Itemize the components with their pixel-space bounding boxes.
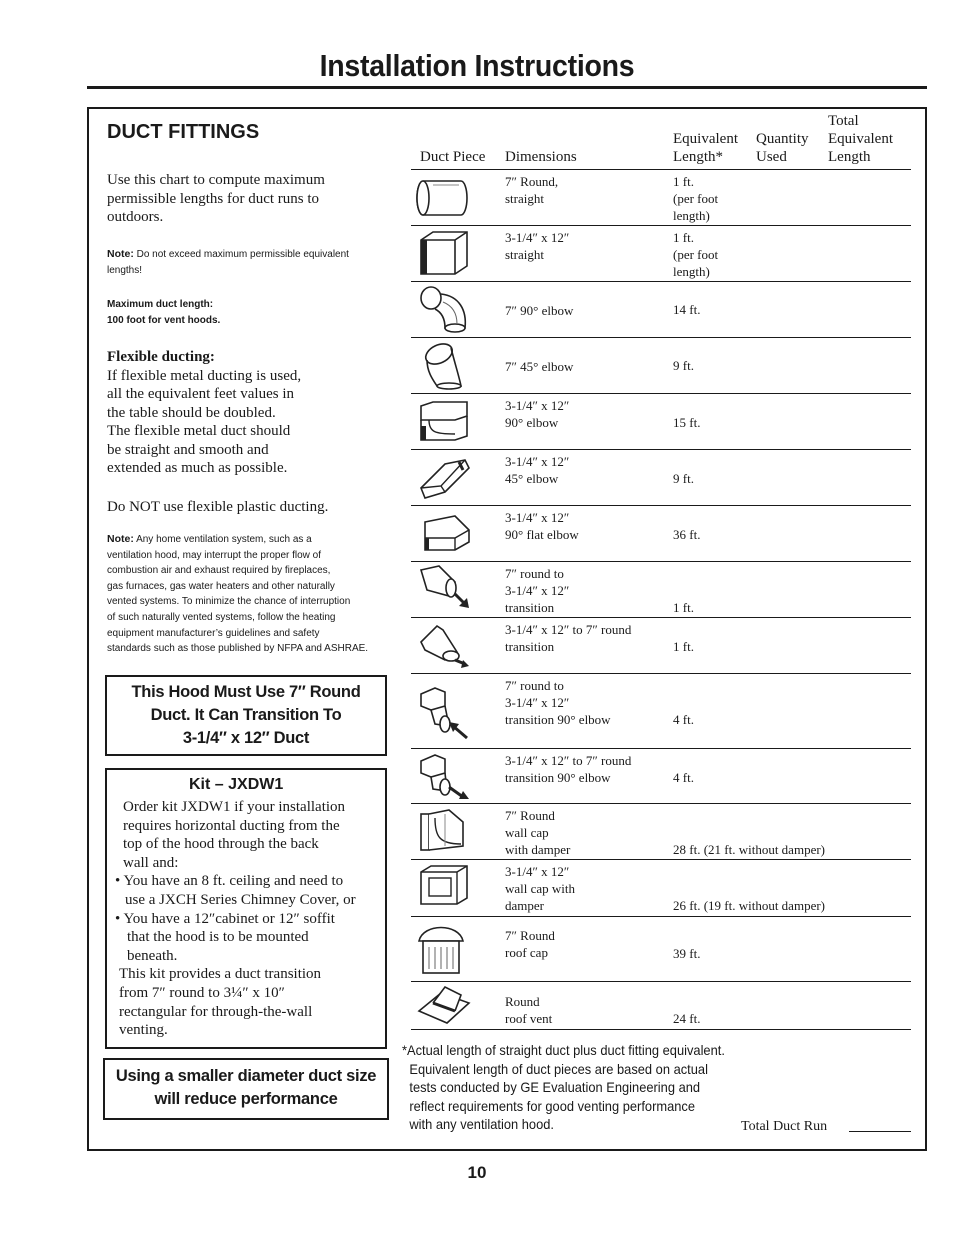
note-text: Do not exceed maximum permissible equivalent (136, 249, 349, 260)
total-duct-run-label: Total Duct Run (741, 1119, 828, 1134)
table-row (411, 749, 911, 804)
round-roof-vent-icon (415, 983, 471, 1027)
footnote-line: Equivalent length of duct pieces are based on actual (409, 1060, 708, 1077)
rect-45-elbow-icon (415, 452, 471, 502)
header-line: Used (756, 149, 787, 165)
table-row (411, 860, 911, 917)
header-line: Total (828, 113, 859, 129)
round-roof-cap-icon (415, 919, 471, 977)
note-text: lengths! (107, 264, 143, 276)
kit-bullet: beneath. (127, 947, 178, 964)
flexible-warning: Do NOT use flexible plastic ducting. (107, 499, 329, 515)
kit-box (105, 768, 387, 1049)
round-to-rect-90-elbow-icon (415, 684, 471, 740)
title-rule (87, 86, 927, 89)
footnote-line: reflect requirements for good venting performance (409, 1097, 696, 1114)
dimension-cell: 3-1/4″ x 12″ straight (505, 230, 570, 262)
round-wall-cap-icon (415, 806, 471, 856)
hood-requirement-box (105, 675, 387, 756)
note-label: Note: (107, 533, 134, 545)
kit-bullet: • You have an 8 ft. ceiling and need to (115, 873, 344, 890)
hood-box-line: 3-1/4″ x 12″ Duct (182, 729, 310, 747)
table-row (411, 338, 911, 394)
equivalent-cell: 14 ft. (673, 302, 701, 317)
section-title: DUCT FITTINGS (107, 121, 260, 143)
rect-straight-duct-icon (415, 228, 471, 278)
dimension-cell: 3-1/4″ x 12″ to 7″ round transition 90° elbow (505, 753, 632, 785)
flexible-ducting (107, 348, 301, 478)
dimension-cell: 7″ Round roof cap (505, 928, 555, 960)
dimension-cell: Round roof vent (505, 994, 553, 1026)
kit-line: wall and: (123, 854, 179, 871)
note-text: standards such as those published by NFPA and ASHRAE. (107, 643, 369, 655)
footnote-line: tests conducted by GE Evaluation Engineering and (409, 1079, 701, 1096)
intro-line: Use this chart to compute maximum (107, 172, 325, 188)
footnote-line: *Actual length of straight duct plus duct fitting equivalent. (402, 1042, 725, 1058)
table-row (411, 450, 911, 506)
note-text: of such naturally vented systems, follow the heating (107, 611, 336, 623)
table-row (411, 170, 911, 226)
equivalent-cell: 4 ft. (673, 770, 694, 785)
flexible-line: If flexible metal ducting is used, (107, 367, 302, 384)
equivalent-cell: 26 ft. (19 ft. without damper) (673, 898, 825, 913)
table-row (411, 618, 911, 674)
note-text: ventilation hood, may interrupt the proper flow of (107, 549, 322, 561)
kit-bullet: use a JXCH Series Chimney Cover, or (125, 891, 356, 908)
round-45-elbow-icon (415, 340, 471, 390)
intro-line: outdoors. (107, 209, 164, 225)
flexible-line: all the equivalent feet values in (107, 386, 295, 402)
header-line: Quantity (756, 131, 809, 147)
kit-line: This kit provides a duct transition (119, 966, 322, 983)
note-text: vented systems. To minimize the chance of interruption (107, 596, 351, 608)
rect-90-elbow-icon (415, 396, 471, 446)
table-row (411, 282, 911, 338)
table-row (411, 394, 911, 450)
rect-flat-elbow-icon (415, 508, 471, 558)
dimension-cell: 3-1/4″ x 12″ to 7″ round transition (505, 622, 632, 654)
equivalent-cell: 24 ft. (673, 1011, 701, 1026)
table-row (411, 917, 911, 982)
kit-line: venting. (119, 1022, 168, 1039)
table-row (411, 804, 911, 860)
header-dimensions: Dimensions (505, 149, 577, 165)
dimension-cell: 7″ round to 3-1/4″ x 12″ transition (505, 566, 570, 615)
header-duct-piece: Duct Piece (420, 149, 486, 165)
note-label: Note: (107, 248, 134, 260)
kit-line: from 7″ round to 3¼″ x 10″ (119, 984, 285, 1001)
header-line: Equivalent (673, 131, 738, 147)
kit-line: rectangular for through-the-wall (119, 1003, 313, 1020)
header-line: Length (828, 149, 871, 165)
dimension-cell: 3-1/4″ x 12″ 90° flat elbow (505, 510, 579, 542)
kit-title: Kit – JXDW1 (189, 776, 284, 793)
rect-to-round-90-elbow-icon (415, 751, 471, 801)
rect-to-round-transition-icon (415, 620, 471, 670)
page-number: 10 (467, 1163, 487, 1182)
max-length-line: 100 foot for vent hoods. (107, 314, 221, 326)
equivalent-cell: 1 ft. (673, 600, 694, 615)
footnote (402, 1041, 733, 1134)
table-row (411, 226, 911, 282)
header-quantity (756, 130, 809, 166)
equivalent-cell: 1 ft. (per foot length) (673, 230, 719, 279)
kit-line: requires horizontal ducting from the (123, 817, 340, 834)
dimension-cell: 7″ Round, straight (505, 174, 559, 206)
kit-bullet: • You have a 12″cabinet or 12″ soffit (115, 910, 335, 927)
note-ventilation (107, 532, 368, 657)
page-title: Installation Instructions (319, 48, 635, 83)
performance-warning-box (103, 1058, 389, 1120)
equivalent-cell: 28 ft. (21 ft. without damper) (673, 842, 825, 857)
dimension-cell: 3-1/4″ x 12″ 90° elbow (505, 398, 570, 430)
round-to-rect-transition-icon (415, 564, 471, 614)
dimension-cell: 7″ 45° elbow (505, 359, 574, 374)
dimension-cell: 7″ 90° elbow (505, 303, 574, 318)
table-row (411, 982, 911, 1030)
dimension-cell: 7″ round to 3-1/4″ x 12″ transition 90° elbow (505, 678, 611, 727)
flexible-line: be straight and smooth and (107, 441, 269, 458)
equivalent-cell: 36 ft. (673, 527, 701, 542)
flexible-heading: Flexible ducting: (107, 349, 215, 365)
rect-wall-cap-icon (415, 862, 471, 912)
hood-box-line: This Hood Must Use 7″ Round (131, 683, 361, 701)
note-text: equipment manufacturer’s guidelines and safety (107, 627, 320, 639)
table-row (411, 506, 911, 562)
equivalent-cell: 39 ft. (673, 946, 701, 961)
dimension-cell: 7″ Round wall cap with damper (505, 808, 571, 857)
equivalent-cell: 4 ft. (673, 712, 694, 727)
max-length-line: Maximum duct length: (107, 299, 214, 310)
round-straight-duct-icon (415, 173, 471, 223)
note-text: gas furnaces, gas water heaters and other naturally (107, 580, 335, 592)
warning-line: will reduce performance (154, 1090, 338, 1108)
kit-line: Order kit JXDW1 if your installation (123, 799, 346, 815)
equivalent-cell: 9 ft. (673, 358, 694, 373)
kit-body (115, 798, 377, 1040)
warning-line: Using a smaller diameter duct size (115, 1067, 377, 1085)
max-duct-length (107, 297, 220, 328)
table-header (0, 112, 954, 172)
intro-line: permissible lengths for duct runs to (107, 190, 320, 207)
header-equivalent (673, 130, 738, 166)
note-text: combustion air and exhaust required by fireplaces, (107, 565, 331, 577)
note-text: Any home ventilation system, such as a (136, 534, 312, 545)
dimension-cell: 3-1/4″ x 12″ 45° elbow (505, 454, 570, 486)
kit-line: top of the hood through the back (123, 836, 319, 853)
flexible-line: The flexible metal duct should (107, 423, 291, 439)
round-90-elbow-icon (415, 284, 471, 334)
flexible-line: extended as much as possible. (107, 460, 288, 476)
table-row (411, 562, 911, 618)
header-line: Length* (673, 149, 723, 165)
header-line: Equivalent (828, 131, 893, 147)
equivalent-cell: 15 ft. (673, 415, 701, 430)
intro-text (107, 171, 325, 227)
hood-box-line: Duct. It Can Transition To (150, 706, 342, 724)
footnote-line: with any ventilation hood. (409, 1116, 555, 1133)
header-total (828, 112, 893, 166)
note-equivalent (107, 247, 349, 278)
flexible-line: the table should be doubled. (107, 404, 276, 421)
equivalent-cell: 1 ft. (per foot length) (673, 174, 719, 223)
dimension-cell: 3-1/4″ x 12″ wall cap with damper (505, 864, 576, 913)
equivalent-cell: 9 ft. (673, 471, 694, 486)
total-duct-run-blank (849, 1131, 911, 1132)
table-row (411, 674, 911, 749)
kit-bullet: that the hood is to be mounted (127, 929, 309, 946)
equivalent-cell: 1 ft. (673, 639, 694, 654)
